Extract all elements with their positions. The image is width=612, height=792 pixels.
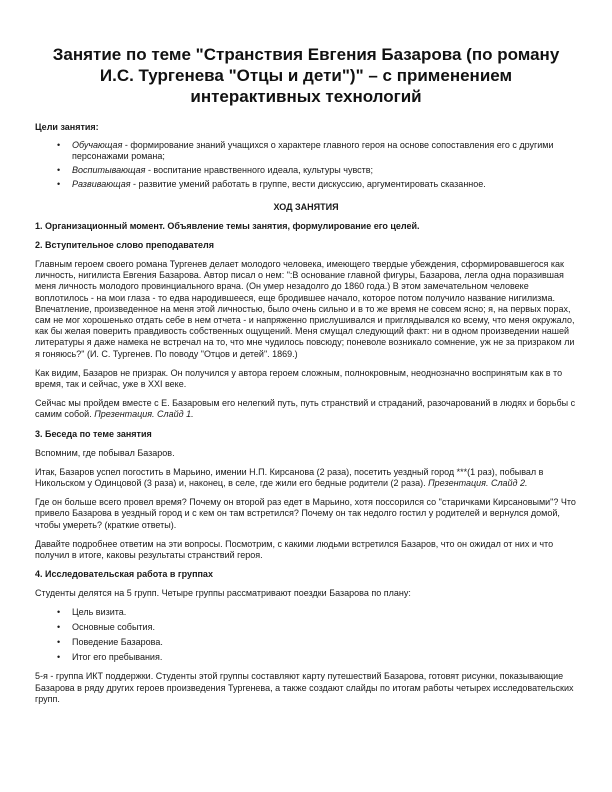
goal-term: Развивающая bbox=[72, 179, 131, 189]
plan-item: • Цель визита. bbox=[72, 607, 577, 618]
goal-text: - формирование знаний учащихся о характере главного героя на основе сопоставления его с другими персонажами романа; bbox=[72, 140, 554, 161]
section-2-paragraph-2: Как видим, Базаров не призрак. Он получился у автора героем сложным, полнокровным, неоднозначно воспринятым как в то время, так и сейчас, уже в XXI веке. bbox=[35, 367, 563, 390]
section-4-paragraph-2: 5-я - группа ИКТ поддержки. Студенты этой группы составляют карту путешествий Базарова, готовят рисунки, показывающие Базарова в ряду других героев произведения Тургенева, а также создают слайды по итогам работы четырех исследовательских групп. bbox=[35, 671, 574, 704]
goal-item bbox=[72, 179, 577, 190]
section-3-paragraph-3: Где он больше всего провел время? Почему он второй раз едет в Марьино, хотя поссорился со "старичками Кирсановыми"? Что привело Базарова в уездный город и с кем он там встретился? Почему он так недолго гостил у родителей и вернулся домой, чтобы умереть? (краткие ответы). bbox=[35, 497, 576, 530]
plan-item: • Поведение Базарова. bbox=[72, 637, 577, 648]
goals-list bbox=[35, 140, 577, 190]
section-3-paragraph-1: Вспомним, где побывал Базаров. bbox=[35, 447, 175, 458]
section-3-paragraph-2 bbox=[35, 467, 577, 489]
document-page bbox=[35, 44, 577, 713]
goal-term: Воспитывающая bbox=[72, 165, 146, 175]
course-heading: ХОД ЗАНЯТИЯ bbox=[273, 202, 339, 212]
paragraph-text: Сейчас мы пройдем вместе с Е. Базаровым его нелегкий путь, путь странствий и страданий, разочарований в людях и борьбы с самим собой. bbox=[35, 398, 576, 420]
section-3-heading: 3. Беседа по теме занятия bbox=[35, 428, 152, 439]
section-2-paragraph-3 bbox=[35, 398, 577, 420]
section-1-heading: 1. Организационный момент. Объявление темы занятия, формулирование его целей. bbox=[35, 221, 420, 231]
goal-item bbox=[72, 165, 577, 176]
section-2-paragraph-1: Главным героем своего романа Тургенев делает молодого человека, имеющего твердые убеждения, сформировавшегося как личность, нигилиста Евгения Базарова. Автор писал о нем: ":В основание главной фигуры, Базарова, легла одна поразившая меня личность молодого провинциального врача. (Он умер незадолго до 1860 года.) В этом замечательном человеке воплотилось - на мои глаза - то едва народившееся, еще бродившее начало, которое потом получило название нигилизма. Впечатление, произведенное на меня этой личностью, было очень сильно и в то же время не совсем ясно; я, на первых порах, сам не мог хорошенько отдать себе в нем отчета - и напряженно прислушивался и приглядывался ко всему, что меня окружало, как бы желая поверить правдивость собственных ощущений. Меня смущал следующий факт: ни в одном произведении нашей литературы я даже намека не встречал на то, что мне чудилось повсюду; поневоле возникало сомнение, уж не за призраком ли я гоняюсь?" (И. С. Тургенев. По поводу "Отцов и детей". 1869.) bbox=[35, 259, 575, 359]
paragraph-text: Итак, Базаров успел погостить в Марьино, имении Н.П. Кирсанова (2 раза), посетить уездный город ***(1 раз), побывал в Никольском у Одинцовой (3 раза) и, наконец, в селе, где жили его бедные родители (2 раза). bbox=[35, 466, 544, 489]
goal-text: - воспитание нравственного идеала, культуры чувств; bbox=[145, 165, 374, 175]
goal-item bbox=[72, 140, 577, 162]
plan-item: • Итог его пребывания. bbox=[72, 652, 577, 663]
goals-label: Цели занятия: bbox=[35, 122, 99, 132]
slide-reference: Презентация. Слайд 1. bbox=[94, 409, 194, 420]
slide-reference: Презентация. Слайд 2. bbox=[428, 478, 528, 489]
goal-text: - развитие умений работать в группе, вести дискуссию, аргументировать сказанное. bbox=[130, 179, 486, 189]
section-2-heading: 2. Вступительное слово преподавателя bbox=[35, 240, 215, 250]
plan-item: • Основные события. bbox=[72, 622, 577, 633]
goal-term: Обучающая bbox=[72, 140, 123, 150]
page-title: Занятие по теме "Странствия Евгения Базарова (по роману И.С. Тургенева "Отцы и дети")" – с применением интерактивных технологий bbox=[52, 45, 560, 106]
section-4-heading: 4. Исследовательская работа в группах bbox=[35, 569, 213, 580]
section-3-paragraph-4: Давайте подробнее ответим на эти вопросы. Посмотрим, с какими людьми встретился Базаров, что он ожидал от них и что получил в итоге, каковы результаты странствий героя. bbox=[35, 538, 554, 561]
plan-list bbox=[35, 607, 577, 663]
section-4-paragraph-1: Студенты делятся на 5 групп. Четыре группы рассматривают поездки Базарова по плану: bbox=[35, 588, 411, 599]
